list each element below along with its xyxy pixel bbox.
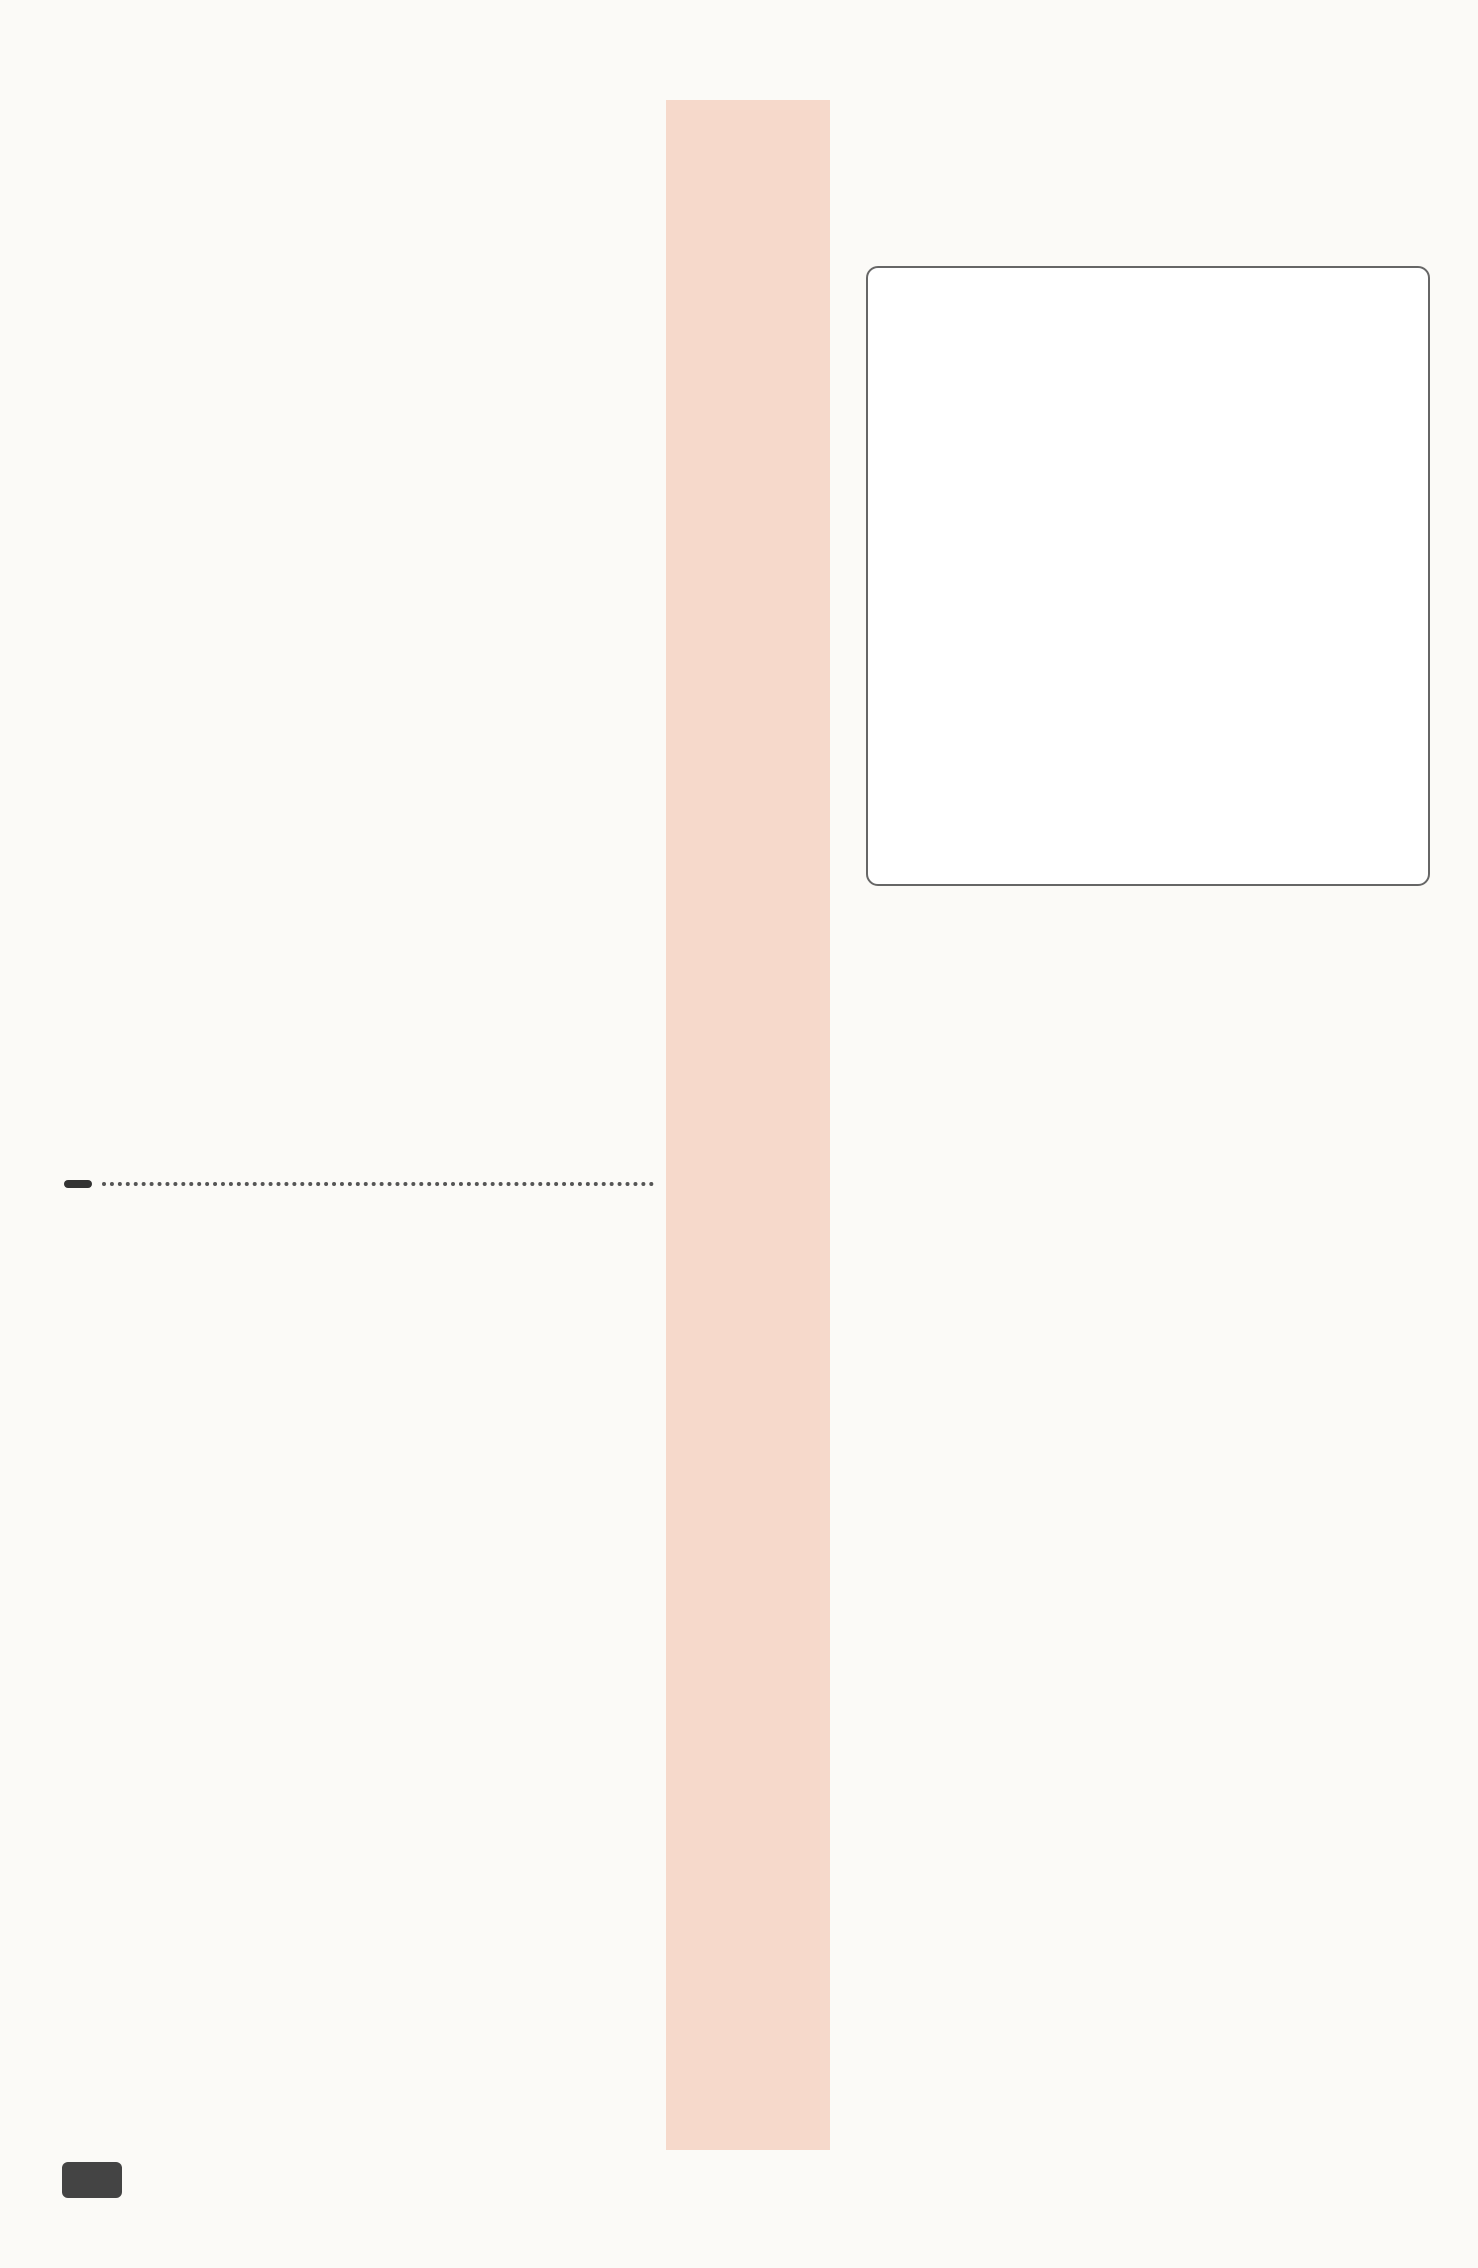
page-number (62, 2162, 122, 2198)
side-notes-column (666, 100, 830, 2150)
page-header (70, 48, 590, 90)
section-banner (64, 1160, 654, 1208)
section-banner-label (64, 1180, 92, 1188)
banner-dotted-rule (102, 1182, 654, 1186)
analysis-table (866, 266, 1430, 886)
